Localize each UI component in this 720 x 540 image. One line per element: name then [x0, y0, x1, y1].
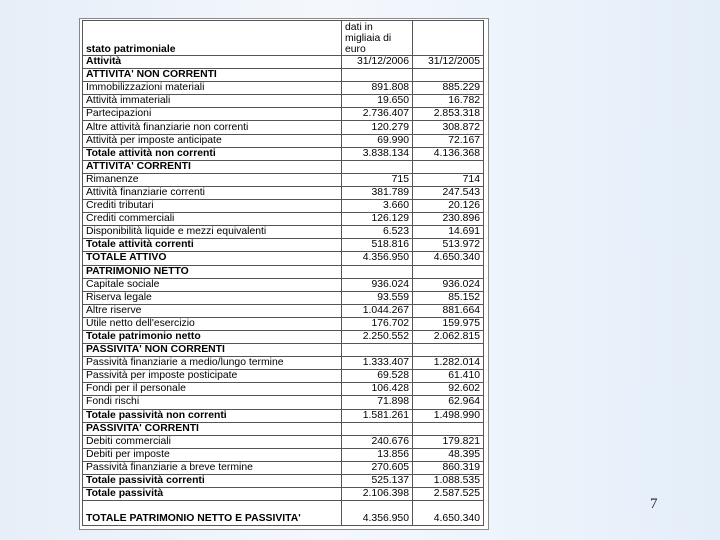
value-2005: 48.395 [413, 448, 484, 461]
row-label: Passività finanziarie a medio/lungo termine [83, 357, 342, 370]
value-2006: 126.129 [342, 213, 413, 226]
table-row [83, 501, 484, 526]
value-2005: 92.602 [413, 383, 484, 396]
table-row [83, 226, 484, 239]
value-2006: 240.676 [342, 435, 413, 448]
value-2006: 525.137 [342, 475, 413, 488]
value-2005: 860.319 [413, 461, 484, 474]
row-label: Crediti commerciali [83, 213, 342, 226]
value-2005: 159.975 [413, 317, 484, 330]
table-row [83, 173, 484, 186]
header-empty-cell [413, 21, 484, 56]
row-label: Partecipazioni [83, 108, 342, 121]
value-2005: 179.821 [413, 435, 484, 448]
row-label: Totale attività non correnti [83, 147, 342, 160]
value-2006: 2.250.552 [342, 330, 413, 343]
row-label: TOTALE PATRIMONIO NETTO E PASSIVITA' [83, 501, 342, 526]
table-row [83, 108, 484, 121]
value-2005: 20.126 [413, 200, 484, 213]
value-2006: 93.559 [342, 291, 413, 304]
row-label: Totale passività non correnti [83, 409, 342, 422]
value-2005: 308.872 [413, 121, 484, 134]
value-2006: 106.428 [342, 383, 413, 396]
row-label: Debiti per imposte [83, 448, 342, 461]
table-row [83, 147, 484, 160]
value-2005: 1.498.990 [413, 409, 484, 422]
value-2006: 715 [342, 173, 413, 186]
value-2005: 1.282.014 [413, 357, 484, 370]
table-row [83, 95, 484, 108]
value-2006: 3.838.134 [342, 147, 413, 160]
value-2005: 61.410 [413, 370, 484, 383]
row-label: Utile netto dell'esercizio [83, 317, 342, 330]
value-2006: 518.816 [342, 239, 413, 252]
value-2006: 71.898 [342, 396, 413, 409]
value-2006: 1.581.261 [342, 409, 413, 422]
row-label: Passività per imposte posticipate [83, 370, 342, 383]
value-2006: 69.990 [342, 134, 413, 147]
table-row [83, 200, 484, 213]
table-row [83, 409, 484, 422]
value-2005: 16.782 [413, 95, 484, 108]
value-2006: 1.044.267 [342, 304, 413, 317]
value-2006: 891.808 [342, 82, 413, 95]
table-row [83, 160, 484, 173]
table-row [83, 291, 484, 304]
row-label: Attività [83, 56, 342, 69]
value-2006 [342, 265, 413, 278]
value-2006: 120.279 [342, 121, 413, 134]
value-2006: 31/12/2006 [342, 56, 413, 69]
value-2006: 19.650 [342, 95, 413, 108]
table-row [83, 304, 484, 317]
value-2005: 14.691 [413, 226, 484, 239]
row-label: Rimanenze [83, 173, 342, 186]
value-2005: 4.650.340 [413, 252, 484, 265]
table-row [83, 186, 484, 199]
value-2005: 4.136.368 [413, 147, 484, 160]
table-row [83, 357, 484, 370]
value-2005: 1.088.535 [413, 475, 484, 488]
value-2006: 2.736.407 [342, 108, 413, 121]
row-label: Riserva legale [83, 291, 342, 304]
row-label: Debiti commerciali [83, 435, 342, 448]
unit-label: dati in migliaia di euro [342, 21, 413, 56]
table-header-row [83, 21, 484, 56]
value-2006: 6.523 [342, 226, 413, 239]
row-label: Capitale sociale [83, 278, 342, 291]
row-label: Totale passività [83, 488, 342, 501]
row-label: Fondi rischi [83, 396, 342, 409]
row-label: Attività immateriali [83, 95, 342, 108]
value-2005: 2.062.815 [413, 330, 484, 343]
value-2005: 714 [413, 173, 484, 186]
value-2006: 270.605 [342, 461, 413, 474]
value-2006 [342, 344, 413, 357]
table-row [83, 422, 484, 435]
row-label: ATTIVITA' NON CORRENTI [83, 69, 342, 82]
table-row [83, 330, 484, 343]
value-2006: 2.106.398 [342, 488, 413, 501]
table-row [83, 69, 484, 82]
row-label: Immobilizzazioni materiali [83, 82, 342, 95]
value-2006: 3.660 [342, 200, 413, 213]
row-label: ATTIVITA' CORRENTI [83, 160, 342, 173]
row-label: PASSIVITA' CORRENTI [83, 422, 342, 435]
value-2006: 4.356.950 [342, 501, 413, 526]
page-number: 7 [650, 496, 658, 512]
row-label: Totale attività correnti [83, 239, 342, 252]
row-label: PATRIMONIO NETTO [83, 265, 342, 278]
value-2005: 4.650.340 [413, 501, 484, 526]
table-row [83, 134, 484, 147]
row-label: Totale patrimonio netto [83, 330, 342, 343]
table-row [83, 278, 484, 291]
value-2005: 2.587.525 [413, 488, 484, 501]
table-row [83, 82, 484, 95]
value-2005 [413, 160, 484, 173]
table-title: stato patrimoniale [83, 21, 342, 56]
value-2005 [413, 69, 484, 82]
table-row [83, 475, 484, 488]
table-row [83, 213, 484, 226]
value-2006: 13.856 [342, 448, 413, 461]
value-2006 [342, 160, 413, 173]
row-label: Fondi per il personale [83, 383, 342, 396]
value-2005: 936.024 [413, 278, 484, 291]
row-label: Attività per imposte anticipate [83, 134, 342, 147]
value-2006: 936.024 [342, 278, 413, 291]
table-row [83, 265, 484, 278]
value-2005 [413, 344, 484, 357]
table-row [83, 56, 484, 69]
table-row [83, 239, 484, 252]
table-row [83, 488, 484, 501]
value-2005: 230.896 [413, 213, 484, 226]
value-2006: 1.333.407 [342, 357, 413, 370]
table-row [83, 448, 484, 461]
value-2005: 2.853.318 [413, 108, 484, 121]
table-row [83, 121, 484, 134]
value-2005: 85.152 [413, 291, 484, 304]
row-label: Crediti tributari [83, 200, 342, 213]
row-label: Totale passività correnti [83, 475, 342, 488]
table-row [83, 396, 484, 409]
row-label: TOTALE ATTIVO [83, 252, 342, 265]
row-label: Attività finanziarie correnti [83, 186, 342, 199]
value-2006: 4.356.950 [342, 252, 413, 265]
table-row [83, 383, 484, 396]
table-row [83, 370, 484, 383]
table-row [83, 344, 484, 357]
row-label: Altre attività finanziarie non correnti [83, 121, 342, 134]
value-2006: 69.528 [342, 370, 413, 383]
table-row [83, 317, 484, 330]
row-label: Disponibilità liquide e mezzi equivalenti [83, 226, 342, 239]
balance-sheet-table [82, 20, 484, 526]
table-row [83, 252, 484, 265]
value-2005 [413, 422, 484, 435]
value-2005: 885.229 [413, 82, 484, 95]
row-label: Passività finanziarie a breve termine [83, 461, 342, 474]
value-2005: 247.543 [413, 186, 484, 199]
value-2005: 31/12/2005 [413, 56, 484, 69]
value-2006: 381.789 [342, 186, 413, 199]
table-row [83, 461, 484, 474]
value-2005 [413, 265, 484, 278]
value-2005: 513.972 [413, 239, 484, 252]
row-label: PASSIVITA' NON CORRENTI [83, 344, 342, 357]
value-2005: 881.664 [413, 304, 484, 317]
table-row [83, 435, 484, 448]
value-2005: 72.167 [413, 134, 484, 147]
row-label: Altre riserve [83, 304, 342, 317]
value-2006 [342, 69, 413, 82]
value-2005: 62.964 [413, 396, 484, 409]
value-2006: 176.702 [342, 317, 413, 330]
value-2006 [342, 422, 413, 435]
